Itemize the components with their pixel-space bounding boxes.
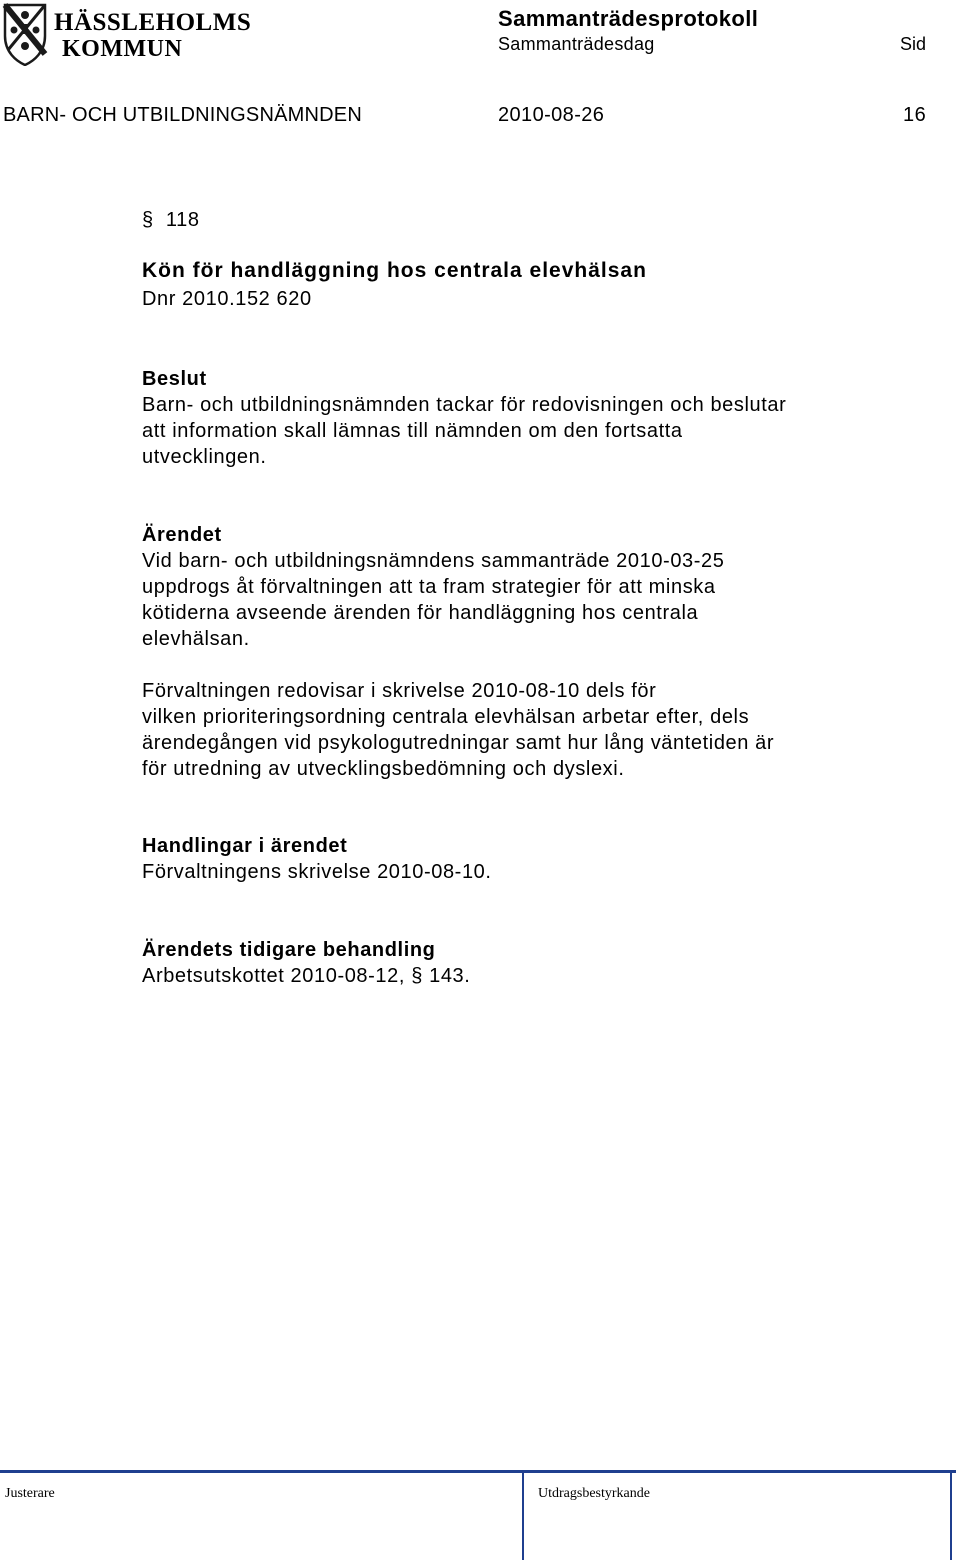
meeting-date: 2010-08-26: [498, 104, 605, 126]
page-label: Sid: [900, 34, 927, 54]
dnr: Dnr 2010.152 620: [142, 288, 312, 310]
coat-of-arms-icon: [2, 2, 48, 66]
document-type: Sammanträdesprotokoll: [498, 6, 759, 31]
tidigare-text-prefix: Arbetsutskottet 2010-08-12,: [142, 965, 406, 987]
arendet-p2-line-3: ärendegången vid psykologutredningar samt hur lång väntetiden är: [142, 732, 775, 754]
beslut-line-1: Barn- och utbildningsnämnden tackar för redovisningen och beslutar: [142, 394, 787, 416]
arendet-p1-line-4: elevhälsan.: [142, 628, 250, 650]
handlingar-heading: Handlingar i ärendet: [142, 835, 348, 857]
utdragsbestyrkande-label: Utdragsbestyrkande: [538, 1486, 650, 1501]
beslut-line-2: att information skall lämnas till nämnden om den fortsatta: [142, 420, 683, 442]
beslut-line-3: utvecklingen.: [142, 446, 267, 468]
arendet-heading: Ärendet: [142, 524, 222, 546]
arendet-p2-line-4: för utredning av utvecklingsbedömning och dyslexi.: [142, 758, 625, 780]
tidigare-text-suffix: 143.: [429, 965, 471, 987]
footer-rule: [0, 1470, 956, 1473]
section-title: Kön för handläggning hos centrala elevhälsan: [142, 259, 647, 282]
footer-divider-right: [950, 1473, 952, 1560]
justerare-label: Justerare: [5, 1486, 55, 1501]
logo-line-1: HÄSSLEHOLMS: [54, 9, 252, 36]
tidigare-heading: Ärendets tidigare behandling: [142, 939, 436, 961]
arendet-p1-line-1: Vid barn- och utbildningsnämndens sammanträde 2010-03-25: [142, 550, 725, 572]
handlingar-text: Förvaltningens skrivelse 2010-08-10.: [142, 861, 492, 883]
arendet-p1-line-3: kötiderna avseende ärenden för handläggning hos centrala: [142, 602, 699, 624]
tidigare-text: [142, 963, 470, 989]
committee-name: BARN- OCH UTBILDNINGSNÄMNDEN: [3, 104, 362, 126]
arendet-p2-line-1: Förvaltningen redovisar i skrivelse 2010-08-10 dels för: [142, 680, 657, 702]
beslut-heading: Beslut: [142, 368, 207, 390]
arendet-p1-line-2: uppdrogs åt förvaltningen att ta fram strategier för att minska: [142, 576, 716, 598]
arendet-p2-line-2: vilken prioriteringsordning centrala elevhälsan arbetar efter, dels: [142, 706, 750, 728]
tidigare-paragraph-sign: §: [411, 965, 423, 987]
municipality-logo: [2, 2, 252, 68]
section-number-value: 118: [165, 209, 200, 231]
section-number: [142, 207, 200, 233]
page-number: 16: [903, 104, 927, 126]
footer-divider-left: [522, 1473, 524, 1560]
paragraph-sign: §: [142, 209, 154, 231]
meeting-date-label: Sammanträdesdag: [498, 34, 655, 54]
logo-line-2: KOMMUN: [62, 36, 183, 62]
